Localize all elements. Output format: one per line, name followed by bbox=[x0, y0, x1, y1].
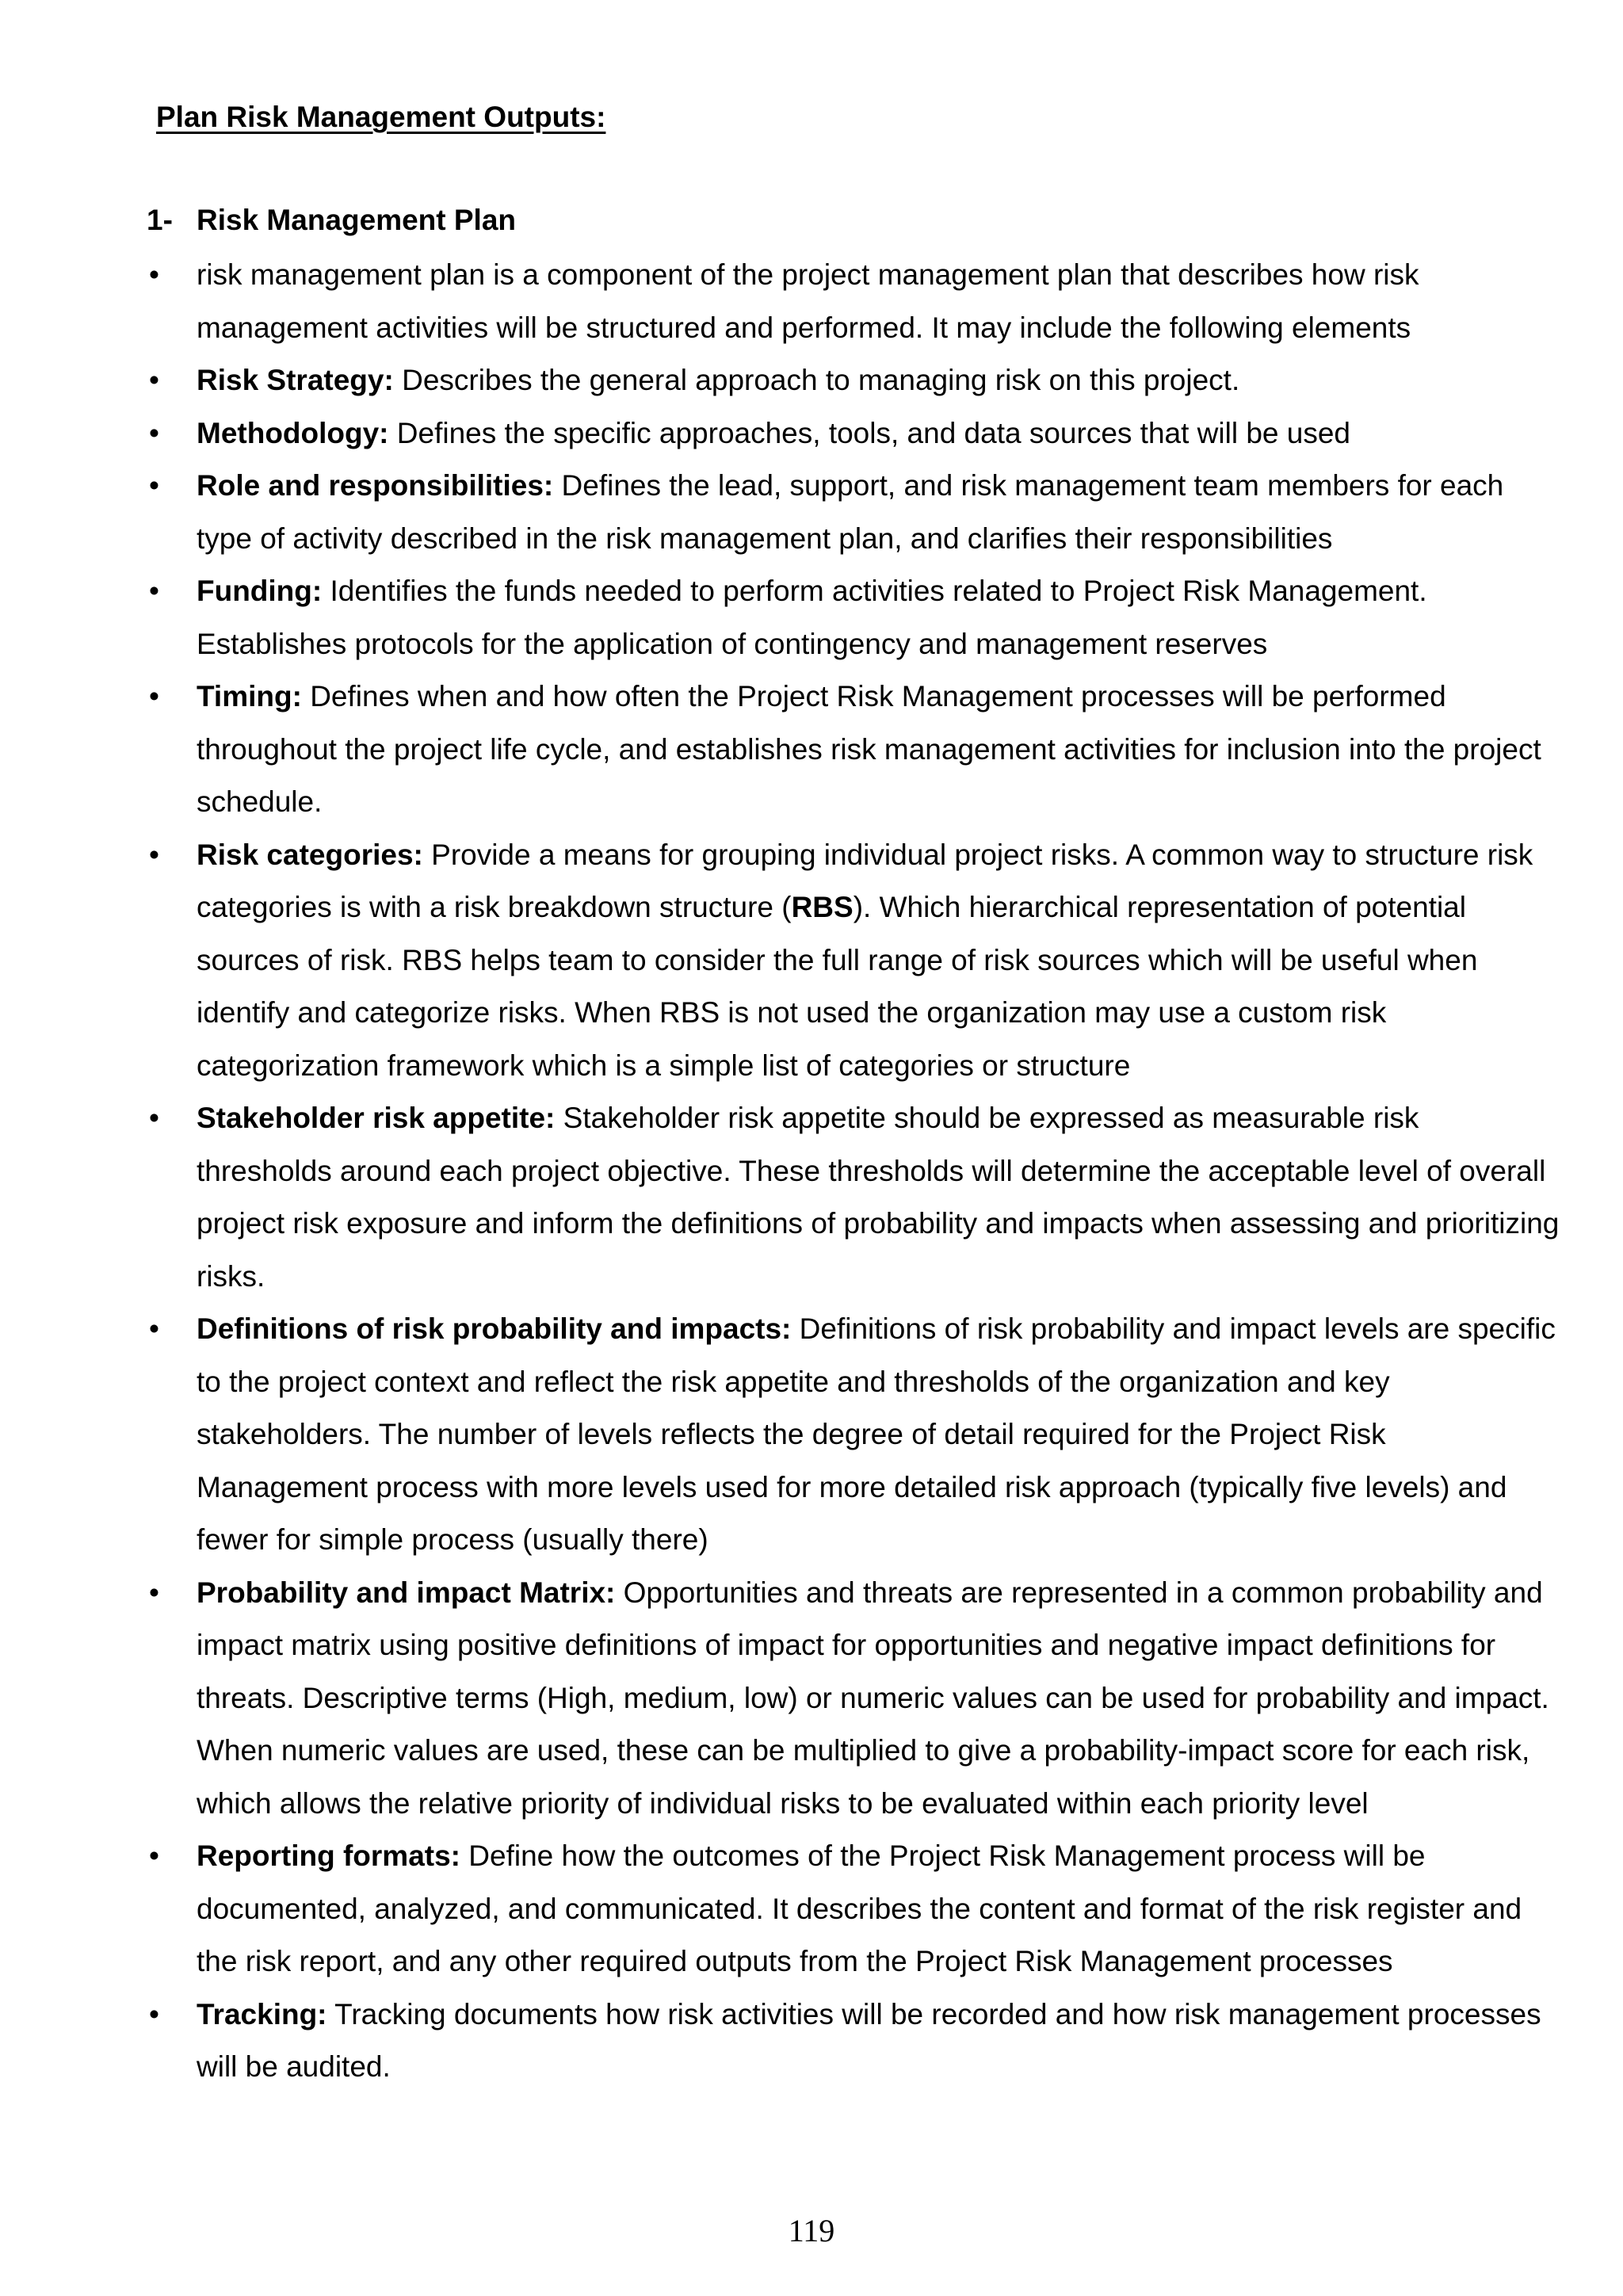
list-item-term: Reporting formats: bbox=[197, 1839, 460, 1872]
section-number: 1- bbox=[147, 204, 173, 236]
bullet-icon: • bbox=[149, 364, 159, 396]
list-item-text: Definitions of risk probability and impact levels are specific to the project context and reflect the risk appetite and thresholds of the organization and key stakeholders. The number of levels reflects the degree of detail required for the Project Risk Management process with more levels used for more detailed risk approach (typically five levels) and fewer for simple process (usually there) bbox=[197, 1312, 1556, 1556]
list-item bbox=[0, 354, 1560, 407]
section-heading bbox=[147, 197, 516, 244]
list-item-term: Risk Strategy: bbox=[197, 364, 394, 396]
list-item-text: Defines the specific approaches, tools, and data sources that will be used bbox=[388, 416, 1350, 449]
list-item-term: Timing: bbox=[197, 680, 302, 712]
bullet-list bbox=[0, 249, 1623, 2094]
bullet-icon: • bbox=[149, 1997, 159, 2030]
list-item-text: Stakeholder risk appetite should be expressed as measurable risk thresholds around each project objective. These thresholds will determine the acceptable level of overall project risk exposure and inform the definitions of probability and impacts when assessing and prioritizing risks. bbox=[197, 1102, 1560, 1293]
list-item bbox=[0, 829, 1560, 1093]
list-item bbox=[0, 1303, 1560, 1567]
bullet-icon: • bbox=[149, 1312, 159, 1345]
list-item-text: Define how the outcomes of the Project Risk Management process will be documented, analyzed, and communicated. It describes the content and format of the risk register and the risk report, and any other required outputs from the Project Risk Management processes bbox=[197, 1839, 1522, 1977]
list-item bbox=[0, 565, 1560, 670]
list-item-text: Identifies the funds needed to perform activities related to Project Risk Management. Establishes protocols for the application of contingency and management reserves bbox=[197, 575, 1427, 660]
list-item bbox=[0, 670, 1560, 829]
list-item bbox=[0, 249, 1560, 354]
list-item-term: Role and responsibilities: bbox=[197, 469, 554, 502]
list-item-term: Methodology: bbox=[197, 416, 389, 449]
list-item bbox=[0, 1567, 1560, 1831]
list-item-text: Defines the lead, support, and risk management team members for each type of activity described in the risk management plan, and clarifies their responsibilities bbox=[197, 469, 1504, 555]
bullet-icon: • bbox=[149, 575, 159, 607]
list-item-text: Provide a means for grouping individual project risks. A common way to structure risk categories is with a risk breakdown structure ( bbox=[197, 838, 1533, 923]
list-item-text: Describes the general approach to managing risk on this project. bbox=[393, 364, 1240, 396]
bullet-icon: • bbox=[149, 838, 159, 871]
list-item-text: risk management plan is a component of the project management plan that describes how risk management activities will be structured and performed. It may include the following elements bbox=[197, 258, 1419, 344]
list-item-term: Funding: bbox=[197, 575, 323, 607]
bullet-icon: • bbox=[149, 1839, 159, 1872]
page-number: 119 bbox=[788, 2213, 835, 2248]
list-item-text: Opportunities and threats are represented in a common probability and impact matrix using positive definitions of impact for opportunities and negative impact definitions for threats. Descriptive terms (High, medium, low) or numeric values can be used for probability and impact. When numeric values are used, these can be multiplied to give a probability-impact score for each risk, which allows the relative priority of individual risks to be evaluated within each priority level bbox=[197, 1576, 1549, 1820]
list-item-term: Probability and impact Matrix: bbox=[197, 1576, 616, 1609]
list-item-term: Risk categories: bbox=[197, 838, 423, 871]
list-item-term: Stakeholder risk appetite: bbox=[197, 1102, 556, 1134]
list-item bbox=[0, 460, 1560, 565]
list-item-text-continued: ). Which hierarchical representation of potential sources of risk. RBS helps team to consider the full range of risk sources which will be useful when identify and categorize risks. When RBS is not used the organization may use a custom risk categorization framework which is a simple list of categories or structure bbox=[197, 891, 1478, 1082]
list-item-term: Definitions of risk probability and impacts: bbox=[197, 1312, 792, 1345]
list-item-term: Tracking: bbox=[197, 1997, 327, 2030]
list-item-text: Tracking documents how risk activities will be recorded and how risk management processes will be audited. bbox=[197, 1997, 1541, 2083]
bullet-icon: • bbox=[149, 416, 159, 449]
page-title: Plan Risk Management Outputs: bbox=[156, 101, 606, 133]
bullet-icon: • bbox=[149, 1576, 159, 1609]
rbs-abbreviation: RBS bbox=[791, 891, 854, 923]
bullet-icon: • bbox=[149, 469, 159, 502]
list-item bbox=[0, 1092, 1560, 1303]
section-heading-text: Risk Management Plan bbox=[197, 204, 517, 236]
bullet-icon: • bbox=[149, 680, 159, 712]
list-item bbox=[0, 1830, 1560, 1988]
bullet-icon: • bbox=[149, 258, 159, 291]
list-item-text: Defines when and how often the Project Risk Management processes will be performed throughout the project life cycle, and establishes risk management activities for inclusion into the project schedule. bbox=[197, 680, 1541, 818]
list-item bbox=[0, 1988, 1560, 2094]
bullet-icon: • bbox=[149, 1102, 159, 1134]
list-item bbox=[0, 407, 1560, 460]
